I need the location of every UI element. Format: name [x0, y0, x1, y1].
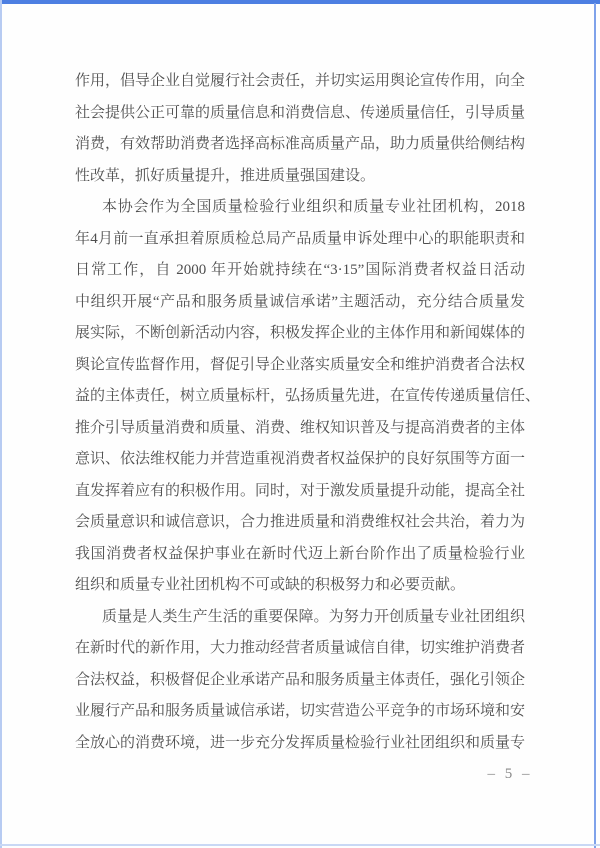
text-line: 全放心的消费环境，进一步充分发挥质量检验行业社团组织和质量专 — [75, 734, 526, 751]
text-line: 年4月前一直承担着原质检总局产品质量申诉处理中心的职能职责和 — [75, 230, 525, 247]
right-border-line — [594, 3, 596, 848]
text-line: 质量是人类生产生活的重要保障。为努力开创质量专业社团组织 — [102, 608, 525, 625]
left-border-line — [0, 0, 2, 848]
text-line: 本协会作为全国质量检验行业组织和质量专业社团机构，2018 — [102, 199, 525, 215]
top-border-line — [0, 0, 600, 4]
text-line: 合法权益，积极督促企业承诺产品和服务质量主体责任，强化引领企 — [75, 671, 526, 688]
text-line: 社会提供公正可靠的质量信息和消费信息、传递质量信任，引导质量 — [75, 104, 526, 121]
text-line: 中组织开展“产品和服务质量诚信承诺”主题活动，充分结合质量发 — [75, 293, 525, 310]
text-line: 组织和质量专业社团机构不可或缺的积极努力和必要贡献。 — [75, 577, 466, 593]
page-number: – 5 – — [487, 766, 533, 782]
bottom-border-line — [0, 844, 600, 846]
text-line: 性改革，抓好质量提升，推进质量强国建设。 — [75, 167, 376, 184]
text-line: 直发挥着应有的积极作用。同时，对于激发质量提升动能，提高全社 — [75, 482, 526, 499]
text-line: 业履行产品和服务质量诚信承诺，切实营造公平竞争的市场环境和安 — [75, 703, 526, 719]
text-line: 消费，有效帮助消费者选择高标准高质量产品，助力质量供给侧结构 — [75, 136, 526, 152]
text-line: 在新时代的新作用，大力推动经营者质量诚信自律，切实维护消费者 — [75, 640, 526, 656]
body-text-block — [75, 66, 541, 759]
text-line: 舆论宣传监督作用，督促引导企业落实质量安全和维护消费者合法权 — [75, 356, 526, 373]
text-line: 意识、依法维权能力并营造重视消费者权益保护的良好氛围等方面一 — [75, 451, 526, 467]
text-line: 益的主体责任，树立质量标杆，弘扬质量先进，在宣传传递质量信任、 — [75, 388, 541, 404]
text-line: 日常工作，自 2000 年开始就持续在“3·15”国际消费者权益日活动 — [75, 262, 525, 278]
text-line: 作用，倡导企业自觉履行社会责任，并切实运用舆论宣传作用，向全 — [75, 73, 526, 89]
text-line: 会质量意识和诚信意识，合力推进质量和消费维权社会共治，着力为 — [75, 514, 526, 530]
text-line: 展实际，不断创新活动内容，积极发挥企业的主体作用和新闻媒体的 — [75, 325, 526, 341]
text-line: 推介引导质量消费和质量、消费、维权知识普及与提高消费者的主体 — [75, 419, 526, 436]
text-line: 我国消费者权益保护事业在新时代迈上新台阶作出了质量检验行业 — [75, 545, 525, 562]
